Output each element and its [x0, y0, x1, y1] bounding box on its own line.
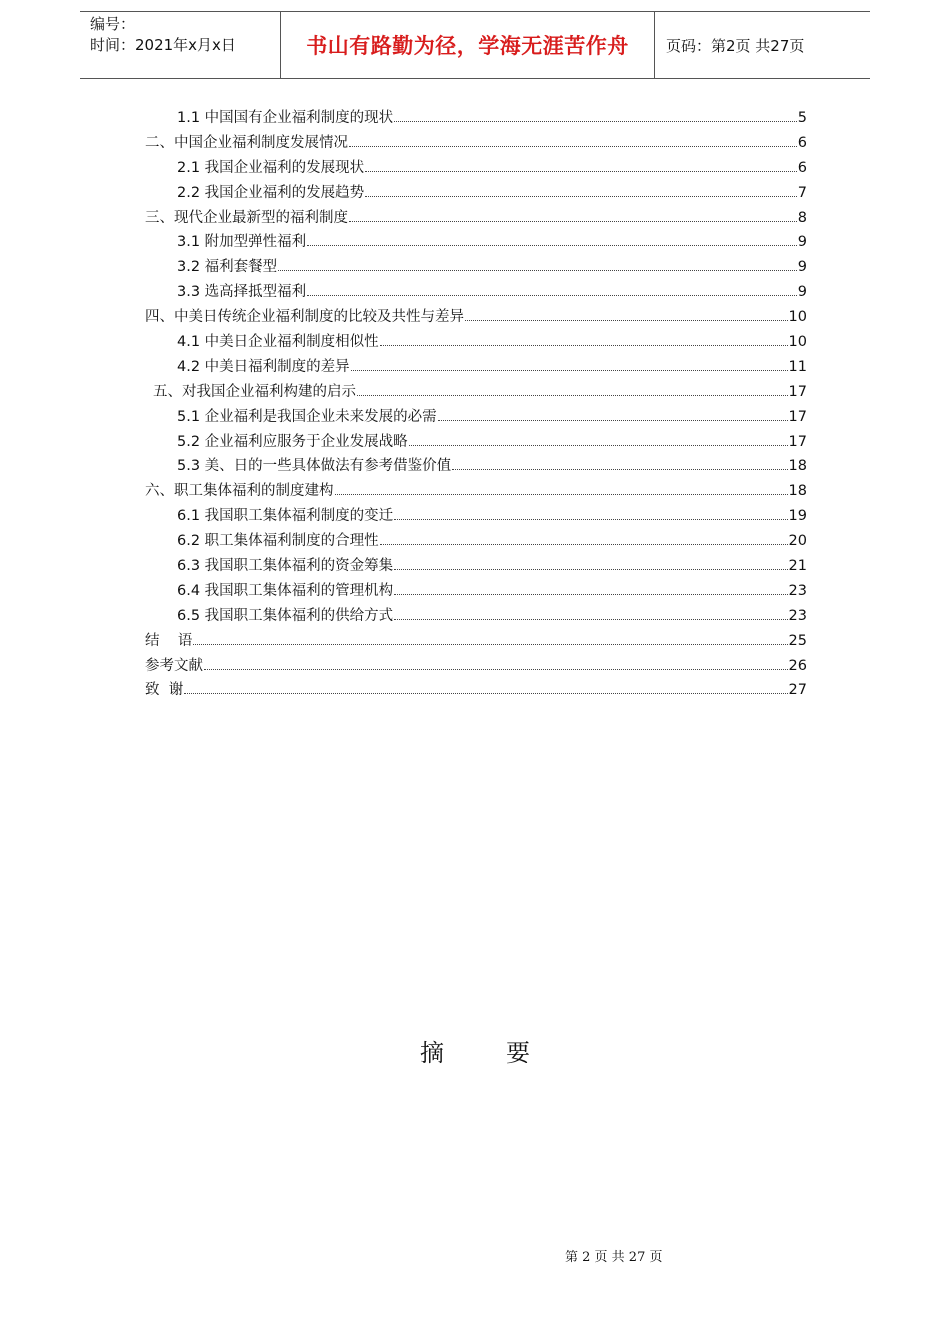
toc-entry[interactable]: [145, 454, 807, 479]
toc-dot-leader: [465, 320, 788, 321]
toc-entry[interactable]: [145, 678, 807, 703]
toc-entry-page: 17: [788, 383, 807, 400]
toc-entry[interactable]: [145, 430, 807, 455]
toc-entry-number: 6.3: [177, 558, 205, 575]
header-divider-right: [654, 12, 655, 78]
toc-entry[interactable]: [145, 230, 807, 255]
toc-entry-title: 企业福利应服务于企业发展战略: [204, 433, 408, 450]
toc-entry-page: 11: [788, 358, 807, 375]
toc-entry[interactable]: [145, 106, 807, 131]
toc-entry-number: 4.1: [177, 334, 205, 351]
toc-entry-title: 附加型弹性福利: [204, 234, 307, 251]
toc-entry-title: 我国职工集体福利制度的变迁: [204, 508, 394, 525]
toc-entry[interactable]: [145, 654, 807, 679]
toc-entry-number: 3.3: [177, 284, 205, 301]
abstract-heading-char-2: 要: [506, 1039, 530, 1067]
toc-entry-number: 4.2: [177, 358, 205, 375]
toc-dot-leader: [394, 619, 787, 620]
toc-entry[interactable]: [145, 479, 807, 504]
toc-entry-title: 我国企业福利的发展现状: [204, 159, 365, 176]
toc-dot-leader: [278, 270, 797, 271]
toc-entry-page: 10: [788, 309, 807, 326]
toc-entry-title: 参考文献: [145, 657, 203, 674]
toc-entry-title: 致 谢: [145, 682, 184, 699]
toc-entry-title: 职工集体福利制度的合理性: [204, 533, 379, 550]
toc-entry-title: 美、日的一些具体做法有参考借鉴价值: [204, 458, 452, 475]
toc-entry-title: 五、对我国企业福利构建的启示: [153, 383, 356, 400]
toc-entry-number: 2.1: [177, 159, 205, 176]
toc-entry[interactable]: [145, 380, 807, 405]
toc-entry-page: 6: [797, 159, 807, 176]
toc-entry-page: 18: [788, 458, 807, 475]
toc-entry-page: 27: [788, 682, 807, 699]
toc-entry-page: 9: [797, 284, 807, 301]
toc-entry[interactable]: [145, 131, 807, 156]
toc-entry-title: 三、现代企业最新型的福利制度: [145, 209, 348, 226]
toc-dot-leader: [365, 196, 797, 197]
toc-entry-page: 7: [797, 184, 807, 201]
toc-entry-number: 3.1: [177, 234, 205, 251]
toc-dot-leader: [204, 669, 788, 670]
toc-entry-title: 中美日企业福利制度相似性: [204, 334, 379, 351]
toc-entry-number: 5.3: [177, 458, 205, 475]
toc-entry-page: 17: [788, 408, 807, 425]
toc-entry[interactable]: [145, 504, 807, 529]
toc-entry-page: 17: [788, 433, 807, 450]
toc-entry-title: 二、中国企业福利制度发展情况: [145, 134, 348, 151]
toc-entry-title: 企业福利是我国企业未来发展的必需: [204, 408, 437, 425]
toc-entry-number: 1.1: [177, 110, 205, 126]
header-page-number: [666, 12, 804, 78]
toc-entry[interactable]: [145, 206, 807, 231]
toc-entry[interactable]: [145, 355, 807, 380]
header-number-label: 编号：: [90, 15, 136, 33]
toc-entry-number: 3.2: [177, 259, 205, 276]
toc-entry-title: 结 语: [145, 632, 193, 649]
toc-entry-title: 我国企业福利的发展趋势: [204, 184, 365, 201]
toc-entry-page: 26: [788, 657, 807, 674]
toc-dot-leader: [394, 121, 797, 122]
toc-dot-leader: [335, 494, 788, 495]
toc-entry-title: 我国职工集体福利的供给方式: [204, 607, 394, 624]
toc-entry-title: 中国国有企业福利制度的现状: [204, 110, 394, 126]
toc-entry[interactable]: [145, 529, 807, 554]
toc-entry-title: 我国职工集体福利的管理机构: [204, 582, 394, 599]
toc-entry-number: 6.1: [177, 508, 205, 525]
toc-dot-leader: [394, 594, 787, 595]
toc-entry-title: 福利套餐型: [204, 259, 278, 276]
toc-dot-leader: [409, 445, 788, 446]
toc-dot-leader: [380, 345, 788, 346]
toc-entry[interactable]: [145, 305, 807, 330]
toc-entry[interactable]: [145, 579, 807, 604]
page-header: [80, 11, 870, 79]
toc-entry-page: 18: [788, 483, 807, 500]
toc-dot-leader: [380, 544, 788, 545]
toc-entry[interactable]: [145, 280, 807, 305]
toc-entry[interactable]: [145, 181, 807, 206]
toc-dot-leader: [365, 171, 797, 172]
toc-entry[interactable]: [145, 330, 807, 355]
toc-dot-leader: [307, 295, 797, 296]
toc-entry-page: 9: [797, 259, 807, 276]
toc-entry-number: 6.4: [177, 582, 205, 599]
toc-entry[interactable]: [145, 405, 807, 430]
toc-entry[interactable]: [145, 255, 807, 280]
toc-entry-page: 6: [797, 134, 807, 151]
toc-entry-page: 20: [788, 533, 807, 550]
header-time-label: 时间：2021年x月x日: [90, 36, 236, 54]
toc-entry[interactable]: [145, 156, 807, 181]
toc-entry-title: 四、中美日传统企业福利制度的比较及共性与差异: [145, 309, 464, 326]
toc-entry[interactable]: [145, 554, 807, 579]
toc-entry-number: 5.1: [177, 408, 205, 425]
toc-dot-leader: [184, 693, 787, 694]
toc-entry-page: 21: [788, 558, 807, 575]
toc-entry-title: 我国职工集体福利的资金筹集: [204, 558, 394, 575]
page-footer: 第 2 页 共 27 页: [565, 1250, 663, 1265]
header-meta: [90, 14, 236, 56]
toc-entry[interactable]: [145, 629, 807, 654]
toc-entry-number: 5.2: [177, 433, 205, 450]
toc-dot-leader: [349, 221, 797, 222]
table-of-contents: [145, 106, 807, 703]
header-page-label: 页码：第2页 共27页: [666, 36, 805, 55]
abstract-heading-char-1: 摘: [420, 1039, 444, 1067]
toc-entry-page: 25: [788, 632, 807, 649]
toc-dot-leader: [307, 245, 797, 246]
toc-entry-page: 5: [797, 110, 807, 126]
toc-dot-leader: [394, 519, 787, 520]
toc-entry-number: 2.2: [177, 184, 205, 201]
toc-entry-title: 六、职工集体福利的制度建构: [145, 483, 334, 500]
toc-entry-page: 9: [797, 234, 807, 251]
toc-entry-page: 23: [788, 607, 807, 624]
toc-entry-page: 19: [788, 508, 807, 525]
toc-dot-leader: [394, 569, 787, 570]
toc-dot-leader: [452, 469, 787, 470]
toc-entry[interactable]: [145, 604, 807, 629]
toc-entry-number: 6.5: [177, 607, 205, 624]
header-motto: 书山有路勤为径，学海无涯苦作舟: [306, 34, 629, 58]
toc-dot-leader: [193, 644, 787, 645]
toc-entry-number: 6.2: [177, 533, 205, 550]
toc-dot-leader: [438, 420, 788, 421]
toc-entry-title: 中美日福利制度的差异: [204, 358, 350, 375]
abstract-heading: [0, 1033, 950, 1068]
toc-dot-leader: [357, 395, 788, 396]
toc-entry-page: 10: [788, 334, 807, 351]
toc-entry-page: 8: [797, 209, 807, 226]
toc-dot-leader: [349, 146, 797, 147]
toc-entry-title: 选高择抵型福利: [204, 284, 307, 301]
toc-entry-page: 23: [788, 582, 807, 599]
toc-dot-leader: [351, 370, 788, 371]
